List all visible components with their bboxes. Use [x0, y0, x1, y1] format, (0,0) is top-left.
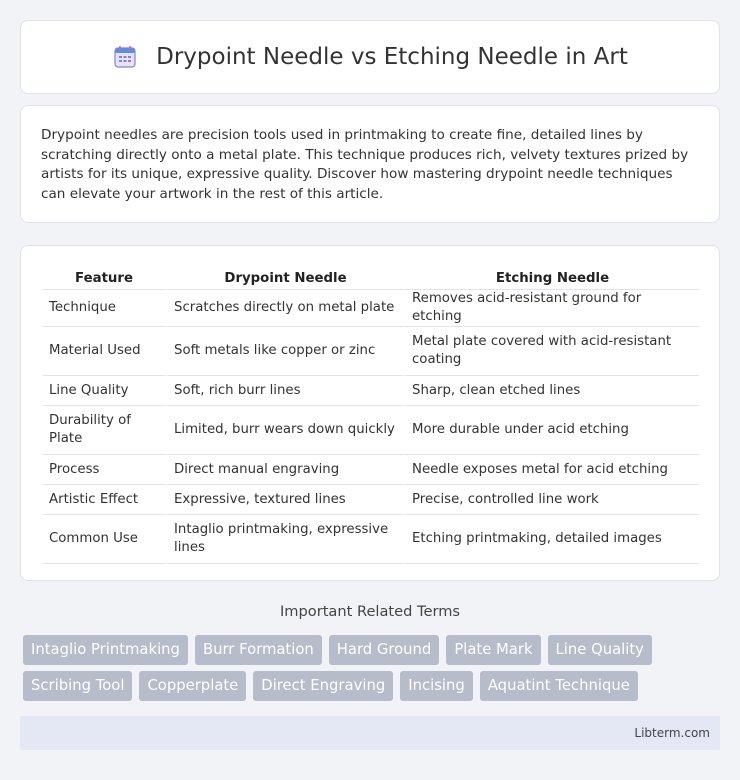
column-header: Feature: [43, 264, 165, 290]
table-row: [43, 485, 699, 515]
table-cell: Common Use: [43, 515, 165, 564]
title-card: [20, 20, 720, 94]
table-row: [43, 406, 699, 455]
table-cell: Soft metals like copper or zinc: [165, 327, 403, 376]
table-cell: Intaglio printmaking, expressive lines: [165, 515, 403, 564]
table-cell: Etching printmaking, detailed images: [403, 515, 699, 564]
comparison-table: [43, 264, 699, 564]
table-cell: Material Used: [43, 327, 165, 376]
tag-row: [23, 671, 723, 701]
table-cell: Removes acid-resistant ground for etching: [403, 290, 699, 327]
related-tag[interactable]: Intaglio Printmaking: [23, 635, 188, 665]
related-tag[interactable]: Incising: [400, 671, 473, 701]
related-tag[interactable]: Aquatint Technique: [480, 671, 638, 701]
intro-card: [20, 105, 720, 223]
column-header: Drypoint Needle: [165, 264, 403, 290]
table-cell: Technique: [43, 290, 165, 327]
related-tag[interactable]: Direct Engraving: [253, 671, 393, 701]
table-cell: Sharp, clean etched lines: [403, 376, 699, 406]
calendar-icon: [112, 44, 138, 70]
table-cell: Expressive, textured lines: [165, 485, 403, 515]
table-header-row: [43, 264, 699, 290]
table-cell: Process: [43, 455, 165, 485]
table-cell: Artistic Effect: [43, 485, 165, 515]
table-cell: Direct manual engraving: [165, 455, 403, 485]
intro-paragraph: Drypoint needles are precision tools used in printmaking to create fine, detailed lines by scratching directly onto a metal plate. This technique produces rich, velvety textures prized by artists for its unique, expressive quality. Discover how mastering drypoint needle techniques can elevate your artwork in the rest of this article.: [41, 127, 689, 202]
table-cell: Soft, rich burr lines: [165, 376, 403, 406]
table-row: [43, 327, 699, 376]
table-row: [43, 455, 699, 485]
related-tag[interactable]: Line Quality: [548, 635, 652, 665]
footer-site-link[interactable]: Libterm.com: [634, 726, 710, 740]
related-tag[interactable]: Scribing Tool: [23, 671, 132, 701]
related-tag[interactable]: Hard Ground: [329, 635, 440, 665]
column-header: Etching Needle: [403, 264, 699, 290]
comparison-card: [20, 245, 720, 581]
footer: [20, 716, 720, 750]
table-cell: Line Quality: [43, 376, 165, 406]
related-tag[interactable]: Copperplate: [139, 671, 246, 701]
table-cell: Limited, burr wears down quickly: [165, 406, 403, 455]
related-tag[interactable]: Plate Mark: [446, 635, 540, 665]
table-cell: Precise, controlled line work: [403, 485, 699, 515]
related-tag[interactable]: Burr Formation: [195, 635, 322, 665]
related-terms: [23, 635, 723, 707]
table-cell: Needle exposes metal for acid etching: [403, 455, 699, 485]
table-cell: Metal plate covered with acid-resistant coating: [403, 327, 699, 376]
table-row: [43, 376, 699, 406]
tag-row: [23, 635, 723, 665]
table-row: [43, 290, 699, 327]
table-cell: Durability of Plate: [43, 406, 165, 455]
page-title: Drypoint Needle vs Etching Needle in Art: [156, 44, 628, 70]
related-terms-title: Important Related Terms: [279, 603, 461, 620]
table-row: [43, 515, 699, 564]
table-cell: More durable under acid etching: [403, 406, 699, 455]
table-cell: Scratches directly on metal plate: [165, 290, 403, 327]
